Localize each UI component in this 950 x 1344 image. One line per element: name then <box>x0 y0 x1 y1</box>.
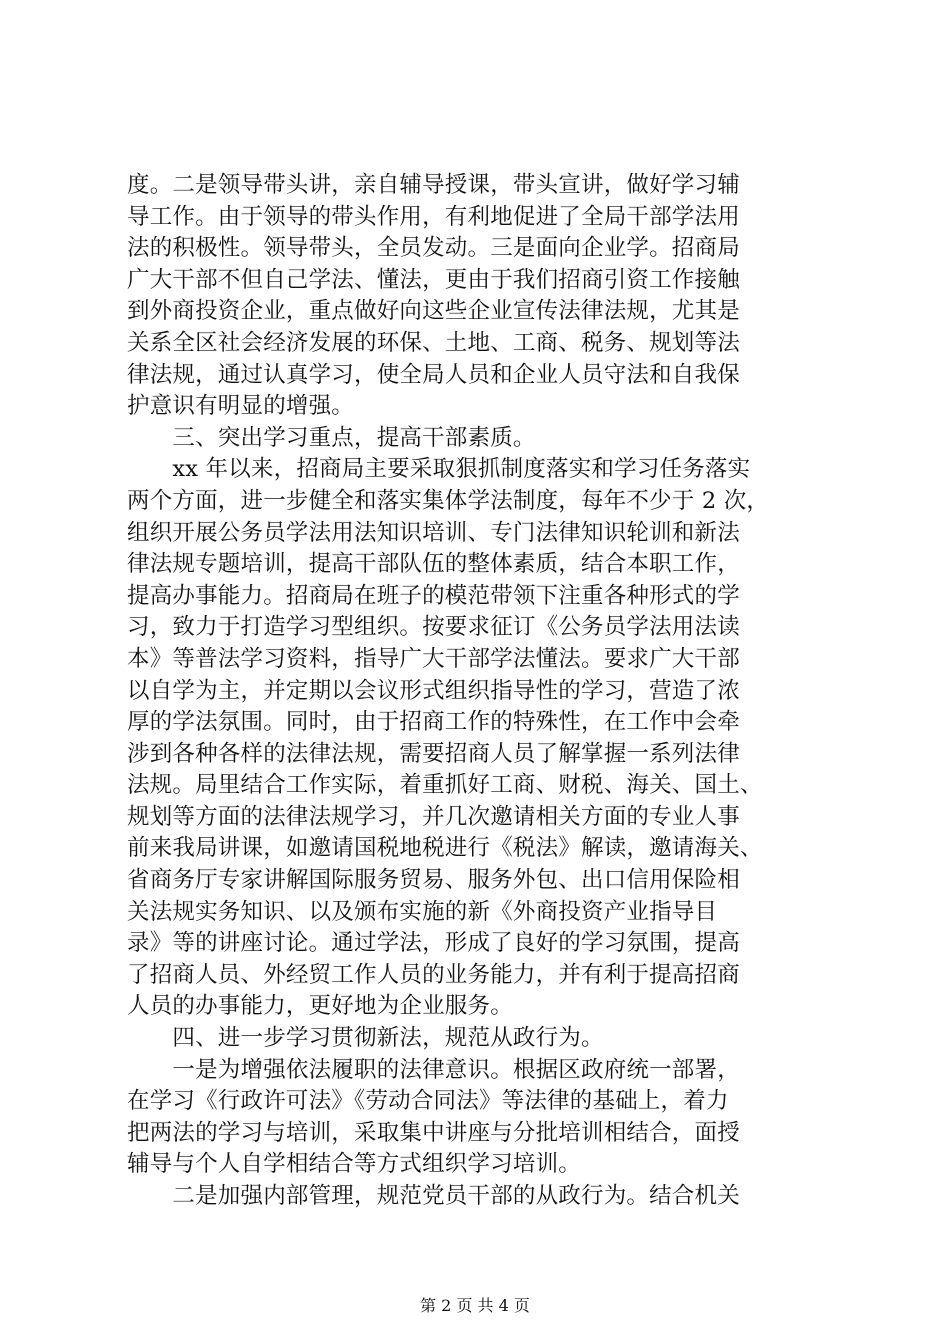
text-line: 涉到各种各样的法律法规，需要招商人员了解掌握一系列法律 <box>127 740 740 767</box>
text-line: 到外商投资企业，重点做好向这些企业宣传法律法规，尤其是 <box>127 298 740 325</box>
text-line: 本》等普法学习资料，指导广大干部学法懂法。要求广大干部 <box>127 645 740 672</box>
text-line: 度。二是领导带头讲，亲自辅导授课，带头宣讲，做好学习辅 <box>127 172 740 198</box>
text-line: 组织开展公务员学法用法知识培训、专门法律知识轮训和新法 <box>127 519 740 546</box>
text-line: 律法规，通过认真学习，使全局人员和企业人员守法和自我保 <box>127 361 740 388</box>
text-line: 法规。局里结合工作实际，着重抓好工商、财税、海关、国土、 <box>127 772 763 799</box>
text-line: 广大干部不但自己学法、懂法，更由于我们招商引资工作接触 <box>127 266 740 293</box>
text-line: 法的积极性。领导带头，全员发动。三是面向企业学。招商局 <box>127 235 740 262</box>
text-line: 四、进一步学习贯彻新法，规范从政行为。 <box>127 1025 604 1052</box>
text-line: 厚的学法氛围。同时，由于招商工作的特殊性，在工作中会牵 <box>127 709 740 736</box>
text-line: 一是为增强依法履职的法律意识。根据区政府统一部署， <box>127 1056 740 1083</box>
text-line: 习，致力于打造学习型组织。按要求征订《公务员学法用法读 <box>127 614 740 641</box>
text-line: xx 年以来，招商局主要采取狠抓制度落实和学习任务落实 <box>127 456 751 483</box>
text-line: 了招商人员、外经贸工作人员的业务能力，并有利于提高招商 <box>127 961 740 988</box>
page-footer: 第 2 页 共 4 页 <box>420 1296 530 1315</box>
text-line: 省商务厅专家讲解国际服务贸易、服务外包、出口信用保险相 <box>127 867 740 894</box>
text-line: 以自学为主，并定期以会议形式组织指导性的学习，营造了浓 <box>127 677 740 704</box>
text-line: 规划等方面的法律法规学习，并几次邀请相关方面的专业人事 <box>127 803 740 830</box>
text-line: 二是加强内部管理，规范党员干部的从政行为。结合机关 <box>127 1183 740 1209</box>
document-body <box>127 170 827 1213</box>
text-line: 关系全区社会经济发展的环保、土地、工商、税务、规划等法 <box>127 329 740 356</box>
text-line: 在学习《行政许可法》《劳动合同法》等法律的基础上，着力 <box>127 1088 729 1115</box>
text-line: 关法规实务知识、以及颁布实施的新《外商投资产业指导目 <box>127 898 718 925</box>
text-line: 三、突出学习重点，提高干部素质。 <box>127 424 536 451</box>
text-line: 辅导与个人自学相结合等方式组织学习培训。 <box>127 1151 582 1178</box>
text-line: 提高办事能力。招商局在班子的模范带领下注重各种形式的学 <box>127 582 740 609</box>
text-line: 导工作。由于领导的带头作用，有利地促进了全局干部学法用 <box>127 203 740 230</box>
text-line: 前来我局讲课，如邀请国税地税进行《税法》解读，邀请海关、 <box>127 835 763 862</box>
text-line: 两个方面，进一步健全和落实集体学法制度，每年不少于 2 次， <box>127 487 770 514</box>
text-line: 律法规专题培训，提高干部队伍的整体素质，结合本职工作， <box>127 551 740 578</box>
text-line: 人员的办事能力，更好地为企业服务。 <box>127 993 513 1020</box>
text-line: 护意识有明显的增强。 <box>127 393 355 420</box>
text-line: 把两法的学习与培训，采取集中讲座与分批培训相结合，面授 <box>127 1119 740 1146</box>
text-line: 录》等的讲座讨论。通过学法，形成了良好的学习氛围，提高 <box>127 930 740 957</box>
